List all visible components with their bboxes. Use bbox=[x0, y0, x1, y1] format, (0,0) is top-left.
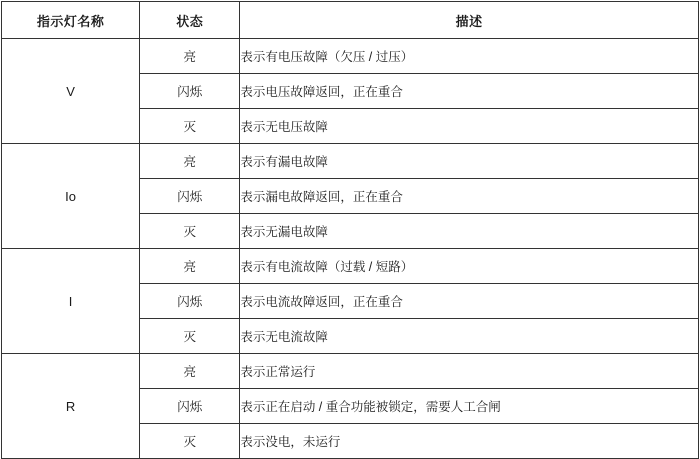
indicator-name-cell: Io bbox=[2, 144, 140, 249]
indicator-table-container bbox=[0, 1, 700, 459]
column-header-state: 状态 bbox=[140, 2, 240, 39]
indicator-status-table bbox=[1, 1, 699, 459]
table-row bbox=[2, 249, 699, 284]
state-cell: 亮 bbox=[140, 39, 240, 74]
description-cell: 表示电压故障返回，正在重合 bbox=[240, 74, 699, 109]
description-cell: 表示没电，未运行 bbox=[240, 424, 699, 459]
description-cell: 表示有电流故障（过载 / 短路） bbox=[240, 249, 699, 284]
indicator-name-cell: V bbox=[2, 39, 140, 144]
table-header-row bbox=[2, 2, 699, 39]
state-cell: 闪烁 bbox=[140, 74, 240, 109]
description-cell: 表示有漏电故障 bbox=[240, 144, 699, 179]
state-cell: 灭 bbox=[140, 109, 240, 144]
indicator-name-cell: R bbox=[2, 354, 140, 459]
state-cell: 闪烁 bbox=[140, 389, 240, 424]
description-cell: 表示无电压故障 bbox=[240, 109, 699, 144]
indicator-name-cell: I bbox=[2, 249, 140, 354]
description-cell: 表示有电压故障（欠压 / 过压） bbox=[240, 39, 699, 74]
description-cell: 表示正常运行 bbox=[240, 354, 699, 389]
state-cell: 闪烁 bbox=[140, 179, 240, 214]
column-header-indicator-name: 指示灯名称 bbox=[2, 2, 140, 39]
state-cell: 灭 bbox=[140, 214, 240, 249]
description-cell: 表示正在启动 / 重合功能被锁定，需要人工合闸 bbox=[240, 389, 699, 424]
state-cell: 闪烁 bbox=[140, 284, 240, 319]
description-cell: 表示无电流故障 bbox=[240, 319, 699, 354]
description-cell: 表示电流故障返回，正在重合 bbox=[240, 284, 699, 319]
table-row bbox=[2, 144, 699, 179]
table-body bbox=[2, 39, 699, 459]
state-cell: 亮 bbox=[140, 354, 240, 389]
state-cell: 灭 bbox=[140, 424, 240, 459]
state-cell: 亮 bbox=[140, 249, 240, 284]
column-header-description: 描述 bbox=[240, 2, 699, 39]
description-cell: 表示无漏电故障 bbox=[240, 214, 699, 249]
state-cell: 亮 bbox=[140, 144, 240, 179]
table-header bbox=[2, 2, 699, 39]
description-cell: 表示漏电故障返回，正在重合 bbox=[240, 179, 699, 214]
state-cell: 灭 bbox=[140, 319, 240, 354]
table-row bbox=[2, 354, 699, 389]
table-row bbox=[2, 39, 699, 74]
